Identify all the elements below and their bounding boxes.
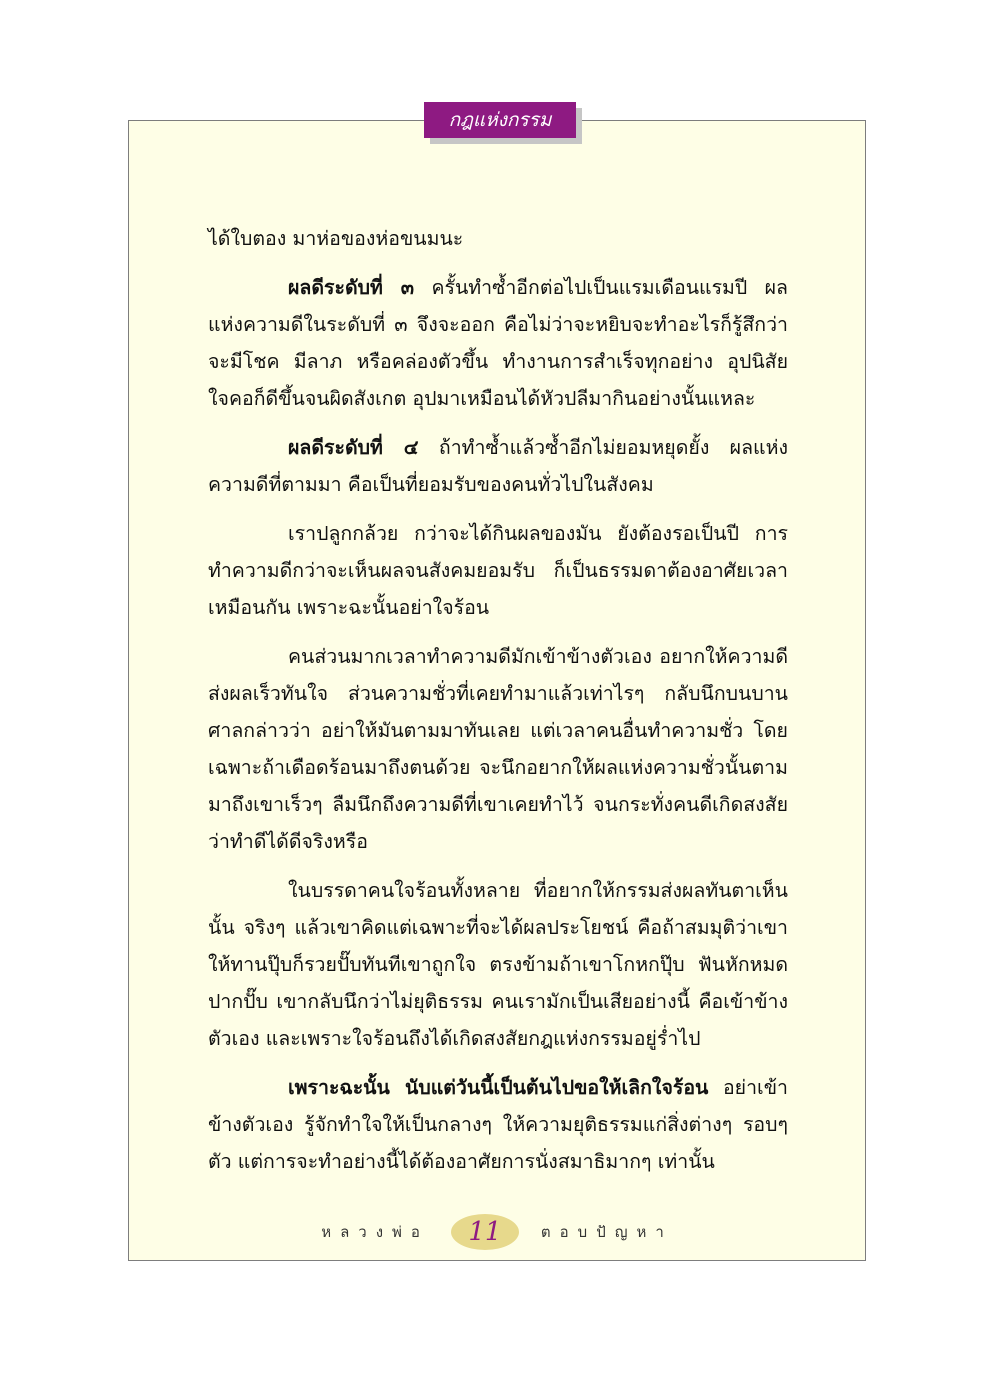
page-number-badge: 11 — [451, 1214, 519, 1250]
paragraph-heading: ผลดีระดับที่ ๓ — [288, 276, 415, 299]
paragraph-text: ได้ใบตอง มาห่อของห่อขนมนะ — [208, 227, 464, 250]
footer-book-title-left: หลวงพ่อ — [321, 1223, 429, 1241]
paragraph — [208, 638, 788, 860]
paragraph-text: คนส่วนมากเวลาทำความดีมักเข้าข้างตัวเอง อยากให้ความดีส่งผลเร็วทันใจ ส่วนความชั่วที่เคยทำมาแล้วเท่าไรๆ กลับนึกบนบานศาลกล่าวว่า อย่าให้มันตามมาทันเลย แต่เวลาคนอื่นทำความชั่ว โดยเฉพาะถ้าเดือดร้อนมาถึงตนด้วย จะนึกอยากให้ผลแห่งความชั่วนั้นตามมาถึงเขาเร็วๆ ลืมนึกถึงความดีที่เขาเคยทำไว้ จนกระทั่งคนดีเกิดสงสัยว่าทำดีได้ดีจริงหรือ — [208, 645, 788, 853]
paragraph-heading: ผลดีระดับที่ ๔ — [288, 436, 419, 459]
footer-book-title-right: ตอบปัญหา — [540, 1223, 673, 1241]
paragraph — [208, 515, 788, 626]
paragraph — [208, 872, 788, 1057]
paragraph-text: เราปลูกกล้วย กว่าจะได้กินผลของมัน ยังต้องรอเป็นปี การทำความดีกว่าจะเห็นผลจนสังคมยอมรับ ก็เป็นธรรมดาต้องอาศัยเวลาเหมือนกัน เพราะฉะนั้นอย่าใจร้อน — [208, 522, 788, 619]
paragraph — [208, 429, 788, 503]
paragraph — [208, 220, 788, 257]
paragraph-text: ครั้นทำซ้ำอีกต่อไปเป็นแรมเดือนแรมปี ผลแห่งความดีในระดับที่ ๓ จึงจะออก คือไม่ว่าจะหยิบจะทำอะไรก็รู้สึกว่าจะมีโชค มีลาภ หรือคล่องตัวขึ้น ทำงานการสำเร็จทุกอย่าง อุปนิสัยใจคอก็ดีขึ้นจนผิดสังเกต อุปมาเหมือนได้หัวปลีมากินอย่างนั้นแหละ — [208, 276, 788, 410]
paragraph-text: ถ้าทำซ้ำแล้วซ้ำอีกไม่ยอมหยุดยั้ง ผลแห่งความดีที่ตามมา คือเป็นที่ยอมรับของคนทั่วไปในสังคม — [208, 436, 788, 496]
paragraph — [208, 269, 788, 417]
paragraph-text: อย่าเข้าข้างตัวเอง รู้จักทำใจให้เป็นกลางๆ ให้ความยุติธรรมแก่สิ่งต่างๆ รอบๆ ตัว แต่การจะทำอย่างนี้ได้ต้องอาศัยการนั่งสมาธิมากๆ เท่านั้น — [208, 1076, 788, 1173]
paragraph — [208, 1069, 788, 1180]
paragraph-heading: เพราะฉะนั้น นับแต่วันนี้เป็นต้นไปขอให้เลิกใจร้อน — [288, 1076, 709, 1099]
paragraph-text: ในบรรดาคนใจร้อนทั้งหลาย ที่อยากให้กรรมส่งผลทันตาเห็นนั้น จริงๆ แล้วเขาคิดแต่เฉพาะที่จะได้ผลประโยชน์ คือถ้าสมมุติว่าเขาให้ทานปุ๊บก็รวยปั๊บทันทีเขาถูกใจ ตรงข้ามถ้าเขาโกหกปุ๊บ ฟันหักหมดปากปั๊บ เขากลับนึกว่าไม่ยุติธรรม คนเรามักเป็นเสียอย่างนี้ คือเข้าข้างตัวเอง และเพราะใจร้อนถึงได้เกิดสงสัยกฎแห่งกรรมอยู่ร่ำไป — [208, 879, 788, 1050]
page-footer — [128, 1212, 866, 1252]
body-text — [208, 220, 788, 1192]
chapter-title: กฎแห่งกรรม — [424, 102, 576, 138]
